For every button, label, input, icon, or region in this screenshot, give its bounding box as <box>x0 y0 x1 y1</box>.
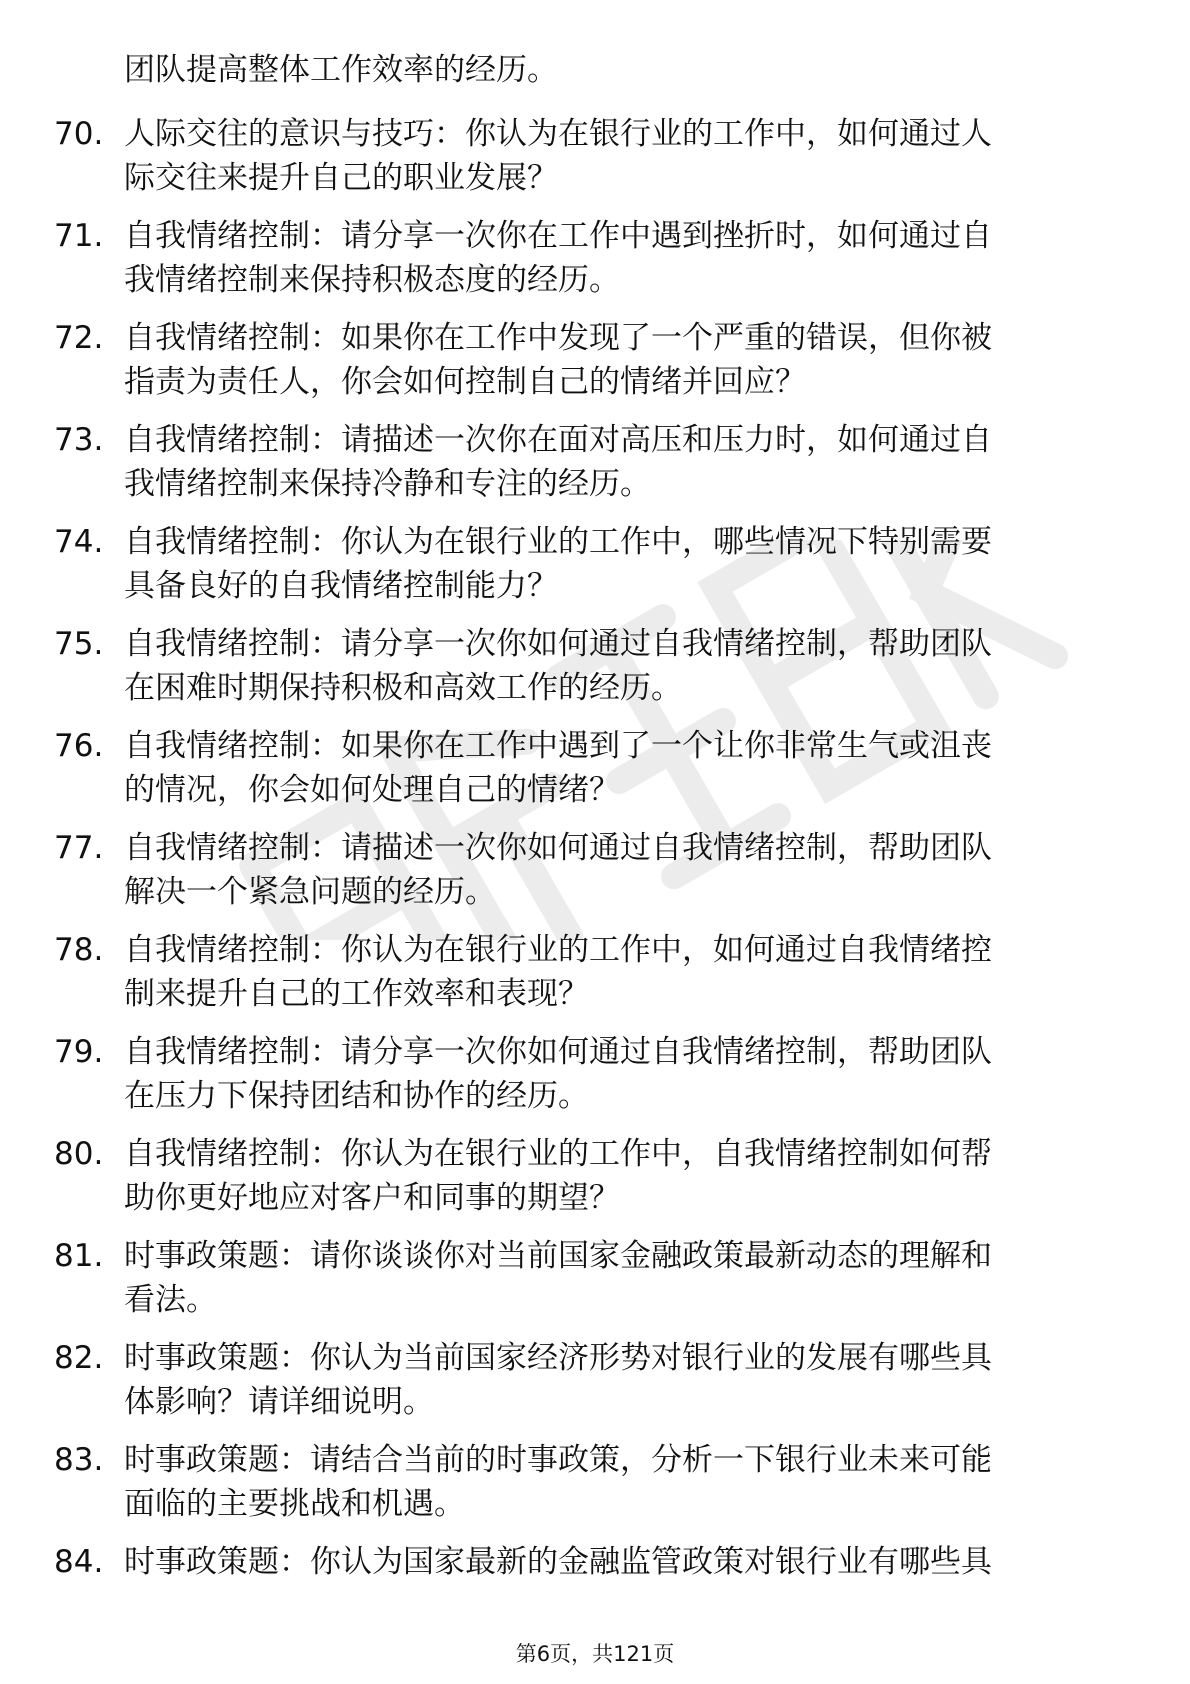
question-number: 73. <box>54 422 104 458</box>
question-number: 74. <box>54 524 104 560</box>
question-line: 自我情绪控制：你认为在银行业的工作中，如何通过自我情绪控 <box>124 932 992 968</box>
question-item <box>0 622 1190 724</box>
question-item <box>0 928 1190 1030</box>
question-line: 自我情绪控制：你认为在银行业的工作中，哪些情况下特别需要 <box>124 524 992 560</box>
question-line: 体影响？请详细说明。 <box>124 1384 434 1420</box>
question-number: 75. <box>54 626 104 662</box>
question-line: 在压力下保持团结和协作的经历。 <box>124 1078 589 1114</box>
question-item <box>0 520 1190 622</box>
page-footer: 第6页，共121页 <box>515 1642 675 1666</box>
question-item <box>0 112 1190 214</box>
question-item <box>0 214 1190 316</box>
question-text <box>124 622 1124 710</box>
question-line: 时事政策题：你认为国家最新的金融监管政策对银行业有哪些具 <box>124 1544 992 1580</box>
question-number: 76. <box>54 728 104 764</box>
question-line: 自我情绪控制：请分享一次你如何通过自我情绪控制，帮助团队 <box>124 1034 992 1070</box>
question-number: 72. <box>54 320 104 356</box>
question-line: 自我情绪控制：如果你在工作中遇到了一个让你非常生气或沮丧 <box>124 728 992 764</box>
question-line: 自我情绪控制：如果你在工作中发现了一个严重的错误，但你被 <box>124 320 992 356</box>
question-number: 81. <box>54 1238 104 1274</box>
question-line: 解决一个紧急问题的经历。 <box>124 874 496 910</box>
question-number: 80. <box>54 1136 104 1172</box>
question-text <box>124 1336 1124 1424</box>
question-line: 自我情绪控制：你认为在银行业的工作中，自我情绪控制如何帮 <box>124 1136 992 1172</box>
question-text <box>124 214 1124 302</box>
question-line: 看法。 <box>124 1282 217 1318</box>
question-line: 的情况，你会如何处理自己的情绪？ <box>124 772 620 808</box>
question-item <box>0 724 1190 826</box>
question-text <box>124 1132 1124 1220</box>
question-line: 自我情绪控制：请描述一次你如何通过自我情绪控制，帮助团队 <box>124 830 992 866</box>
question-item <box>0 1132 1190 1234</box>
question-line: 时事政策题：你认为当前国家经济形势对银行业的发展有哪些具 <box>124 1340 992 1376</box>
question-line: 时事政策题：请结合当前的时事政策，分析一下银行业未来可能 <box>124 1442 992 1478</box>
question-line: 具备良好的自我情绪控制能力？ <box>124 568 558 604</box>
question-text <box>124 520 1124 608</box>
question-item <box>0 1030 1190 1132</box>
question-line: 时事政策题：请你谈谈你对当前国家金融政策最新动态的理解和 <box>124 1238 992 1274</box>
question-line: 助你更好地应对客户和同事的期望？ <box>124 1180 620 1216</box>
question-number: 79. <box>54 1034 104 1070</box>
question-item <box>0 1438 1190 1540</box>
question-item <box>0 1336 1190 1438</box>
question-line: 际交往来提升自己的职业发展？ <box>124 160 558 196</box>
question-item <box>0 316 1190 418</box>
question-number: 84. <box>54 1544 104 1580</box>
question-line: 自我情绪控制：请分享一次你在工作中遇到挫折时，如何通过自 <box>124 218 992 254</box>
question-line: 制来提升自己的工作效率和表现？ <box>124 976 589 1012</box>
question-line: 我情绪控制来保持冷静和专注的经历。 <box>124 466 651 502</box>
question-text <box>124 112 1124 200</box>
question-line: 人际交往的意识与技巧：你认为在银行业的工作中，如何通过人 <box>124 116 992 152</box>
question-number: 78. <box>54 932 104 968</box>
question-text <box>124 724 1124 812</box>
question-line: 自我情绪控制：请分享一次你如何通过自我情绪控制，帮助团队 <box>124 626 992 662</box>
question-text <box>124 418 1124 506</box>
question-item <box>0 418 1190 520</box>
question-line: 面临的主要挑战和机遇。 <box>124 1486 465 1522</box>
question-text <box>124 826 1124 914</box>
question-line: 自我情绪控制：请描述一次你在面对高压和压力时，如何通过自 <box>124 422 992 458</box>
question-text <box>124 1438 1124 1526</box>
question-list <box>0 112 1190 1642</box>
question-number: 71. <box>54 218 104 254</box>
question-text <box>124 1540 1124 1584</box>
question-number: 83. <box>54 1442 104 1478</box>
question-item <box>0 1540 1190 1642</box>
question-line: 我情绪控制来保持积极态度的经历。 <box>124 262 620 298</box>
question-line: 指责为责任人，你会如何控制自己的情绪并回应？ <box>124 364 806 400</box>
question-number: 82. <box>54 1340 104 1376</box>
question-item <box>0 826 1190 928</box>
question-item <box>0 1234 1190 1336</box>
question-text <box>124 928 1124 1016</box>
continuation-text: 团队提高整体工作效率的经历。 <box>124 52 558 88</box>
question-text <box>124 1030 1124 1118</box>
question-number: 70. <box>54 116 104 152</box>
question-text <box>124 1234 1124 1322</box>
question-number: 77. <box>54 830 104 866</box>
question-text <box>124 316 1124 404</box>
question-line: 在困难时期保持积极和高效工作的经历。 <box>124 670 682 706</box>
